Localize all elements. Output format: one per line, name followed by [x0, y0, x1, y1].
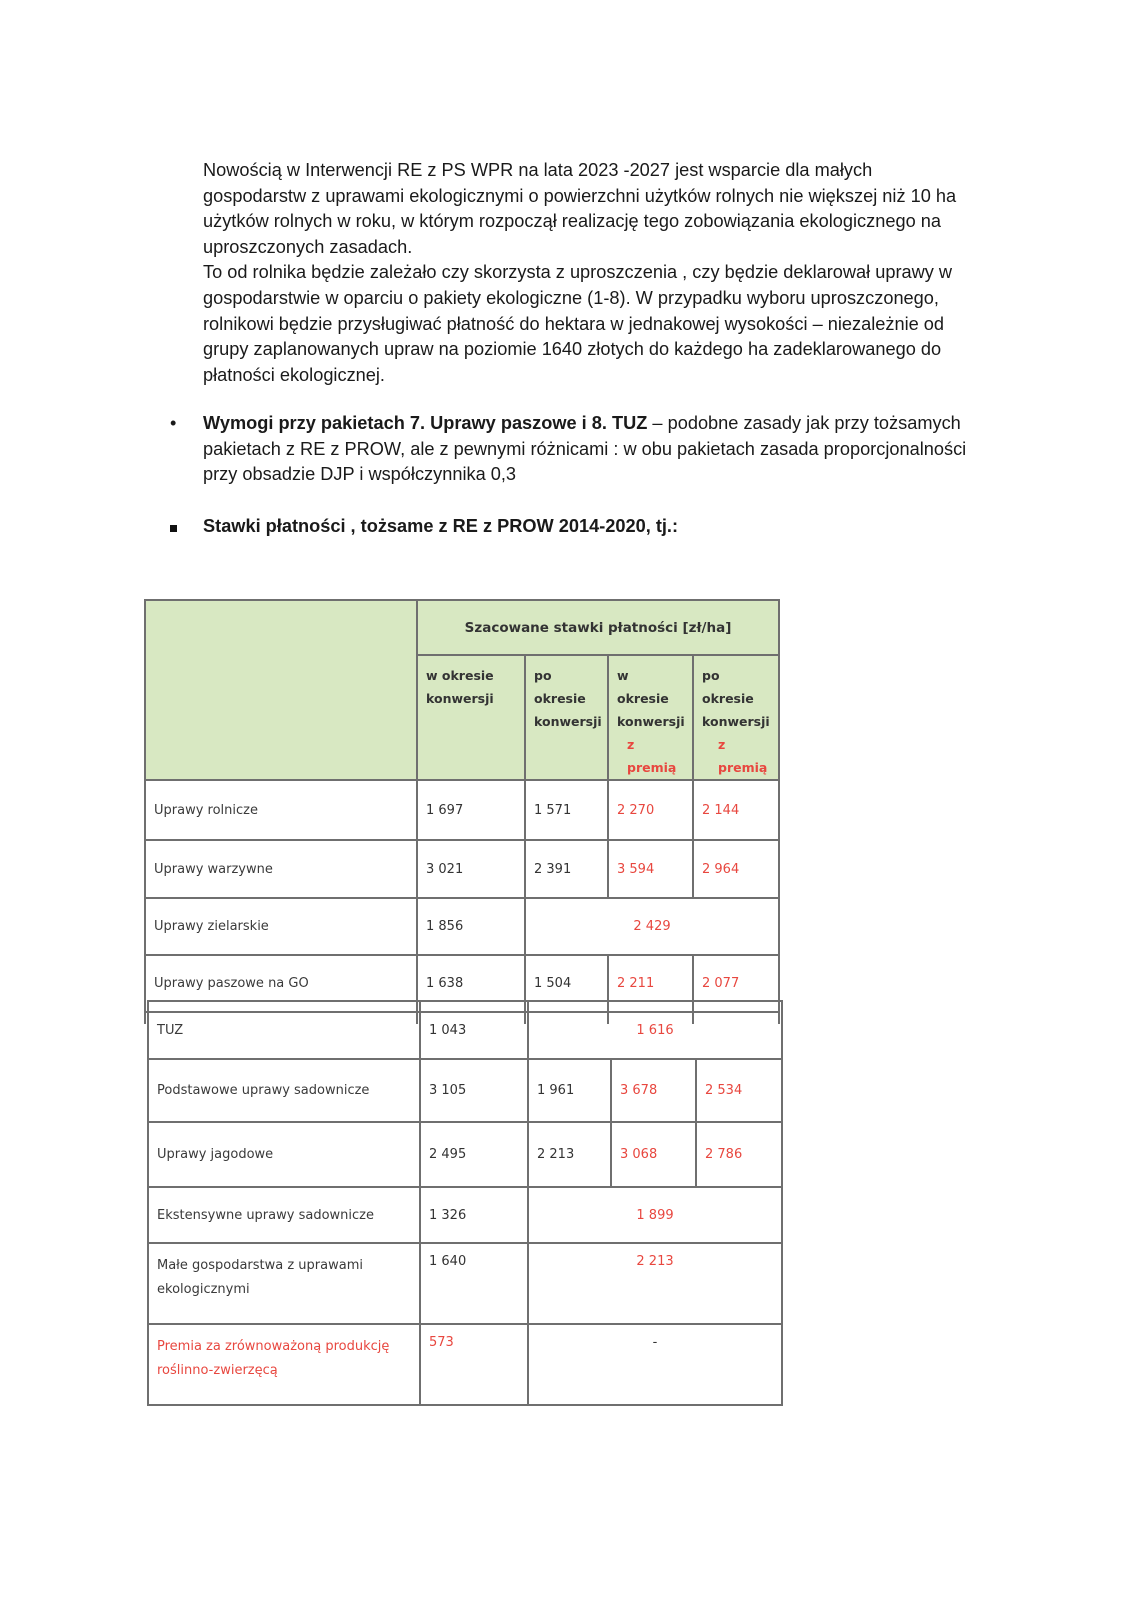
- rate-cell: 2 495: [420, 1122, 528, 1187]
- bullet-text: pakietach z RE z PROW, ale z pewnymi różnicami : w obu pakietach zasada proporcjonalności: [203, 438, 967, 459]
- intro-line: grupy zaplanowanych upraw na poziomie 1640 złotych do każdego ha zadeklarowanego do: [203, 339, 942, 360]
- rate-cell: 2 213: [528, 1122, 611, 1187]
- table-row: [145, 898, 779, 955]
- row-label: Podstawowe uprawy sadownicze: [148, 1059, 420, 1122]
- rate-cell: 2 270: [608, 780, 693, 840]
- rate-cell: 2 786: [696, 1122, 782, 1187]
- rate-cell: 2 144: [693, 780, 779, 840]
- row-label: Uprawy jagodowe: [148, 1122, 420, 1187]
- table-row: [148, 1187, 782, 1243]
- rate-cell: 1 571: [525, 780, 608, 840]
- bullet-bold-text: Wymogi przy pakietach 7. Uprawy paszowe i 8. TUZ: [203, 413, 648, 433]
- intro-line: To od rolnika będzie zależało czy skorzysta z uproszczenia , czy będzie deklarował uprawy w: [203, 262, 953, 283]
- table-row: [148, 1001, 782, 1059]
- table-row: [148, 1059, 782, 1122]
- merged-rate-cell: 1 899: [528, 1187, 782, 1243]
- rate-cell: 1 856: [417, 898, 525, 955]
- rate-cell: 2 391: [525, 840, 608, 898]
- row-label: Uprawy warzywne: [145, 840, 417, 898]
- bullet-dot-icon: •: [170, 413, 177, 433]
- intro-line: Nowością w Interwencji RE z PS WPR na lata 2023 -2027 jest wsparcie dla małych: [203, 160, 873, 180]
- row-label: Uprawy rolnicze: [145, 780, 417, 840]
- table-row: [148, 1122, 782, 1187]
- table-row: [145, 840, 779, 898]
- rate-cell: 1 638: [417, 955, 525, 1012]
- row-label: Premia za zrównoważoną produkcję roślinno-zwierzęcą: [148, 1324, 420, 1405]
- table-row: [148, 1243, 782, 1324]
- merged-rate-cell: 1 616: [528, 1001, 782, 1059]
- merged-rate-cell: -: [528, 1324, 782, 1405]
- row-label: TUZ: [148, 1001, 420, 1059]
- rate-cell: 573: [420, 1324, 528, 1405]
- row-label: Uprawy paszowe na GO: [145, 955, 417, 1012]
- table-header-title: Szacowane stawki płatności [zł/ha]: [417, 600, 779, 655]
- rate-cell: 3 021: [417, 840, 525, 898]
- col-header-conversion-premium: w okresie konwersji z premią: [608, 655, 693, 780]
- rate-cell: 1 961: [528, 1059, 611, 1122]
- rate-cell: 3 594: [608, 840, 693, 898]
- merged-rate-cell: 2 213: [528, 1243, 782, 1324]
- row-label: Uprawy zielarskie: [145, 898, 417, 955]
- row-label: Ekstensywne uprawy sadownicze: [148, 1187, 420, 1243]
- rate-cell: 1 326: [420, 1187, 528, 1243]
- rate-cell: 3 105: [420, 1059, 528, 1122]
- col-header-conversion: w okresie konwersji: [417, 655, 525, 780]
- intro-line: użytków rolnych w roku, w którym rozpoczął realizację tego zobowiązania ekologicznego na: [203, 211, 941, 232]
- intro-line: rolnikowi będzie przysługiwać płatność do hektara w jednakowej wysokości – niezależnie od: [203, 313, 945, 334]
- col-header-after-conversion: po okresie konwersji: [525, 655, 608, 780]
- rate-cell: 2 211: [608, 955, 693, 1012]
- rates-table-part-2: [147, 1000, 783, 1406]
- rate-cell: 1 043: [420, 1001, 528, 1059]
- rate-cell: 3 678: [611, 1059, 696, 1122]
- intro-line: płatności ekologicznej.: [203, 364, 385, 385]
- intro-line: uproszczonych zasadach.: [203, 236, 413, 257]
- intro-paragraph: [203, 158, 1003, 388]
- rate-cell: 1 504: [525, 955, 608, 1012]
- rate-cell: 3 068: [611, 1122, 696, 1187]
- bullet-text: – podobne zasady jak przy tożsamych: [647, 413, 961, 433]
- rates-table-part-1: [144, 599, 780, 1024]
- intro-line: gospodarstw z uprawami ekologicznymi o powierzchni użytków rolnych nie większej niż 10 ha: [203, 185, 957, 206]
- rate-cell: 2 964: [693, 840, 779, 898]
- col-header-after-premium: po okresie konwersji z premią: [693, 655, 779, 780]
- table-row: [145, 780, 779, 840]
- table-row: [148, 1324, 782, 1405]
- rate-cell: 1 640: [420, 1243, 528, 1324]
- square-bullet-icon: [170, 514, 190, 540]
- bullet-text: przy obsadzie DJP i współczynnika 0,3: [203, 464, 517, 485]
- intro-line: gospodarstwie w oparciu o pakiety ekologiczne (1-8). W przypadku wyboru uproszczonego,: [203, 287, 939, 308]
- row-label: Małe gospodarstwa z uprawami ekologicznymi: [148, 1243, 420, 1324]
- bullet-bold-text: Stawki płatności , tożsame z RE z PROW 2014-2020, tj.:: [203, 516, 679, 536]
- merged-rate-cell: 2 429: [525, 898, 779, 955]
- table-corner-cell: [145, 600, 417, 780]
- rate-cell: 2 534: [696, 1059, 782, 1122]
- rate-cell: 1 697: [417, 780, 525, 840]
- rate-cell: 2 077: [693, 955, 779, 1012]
